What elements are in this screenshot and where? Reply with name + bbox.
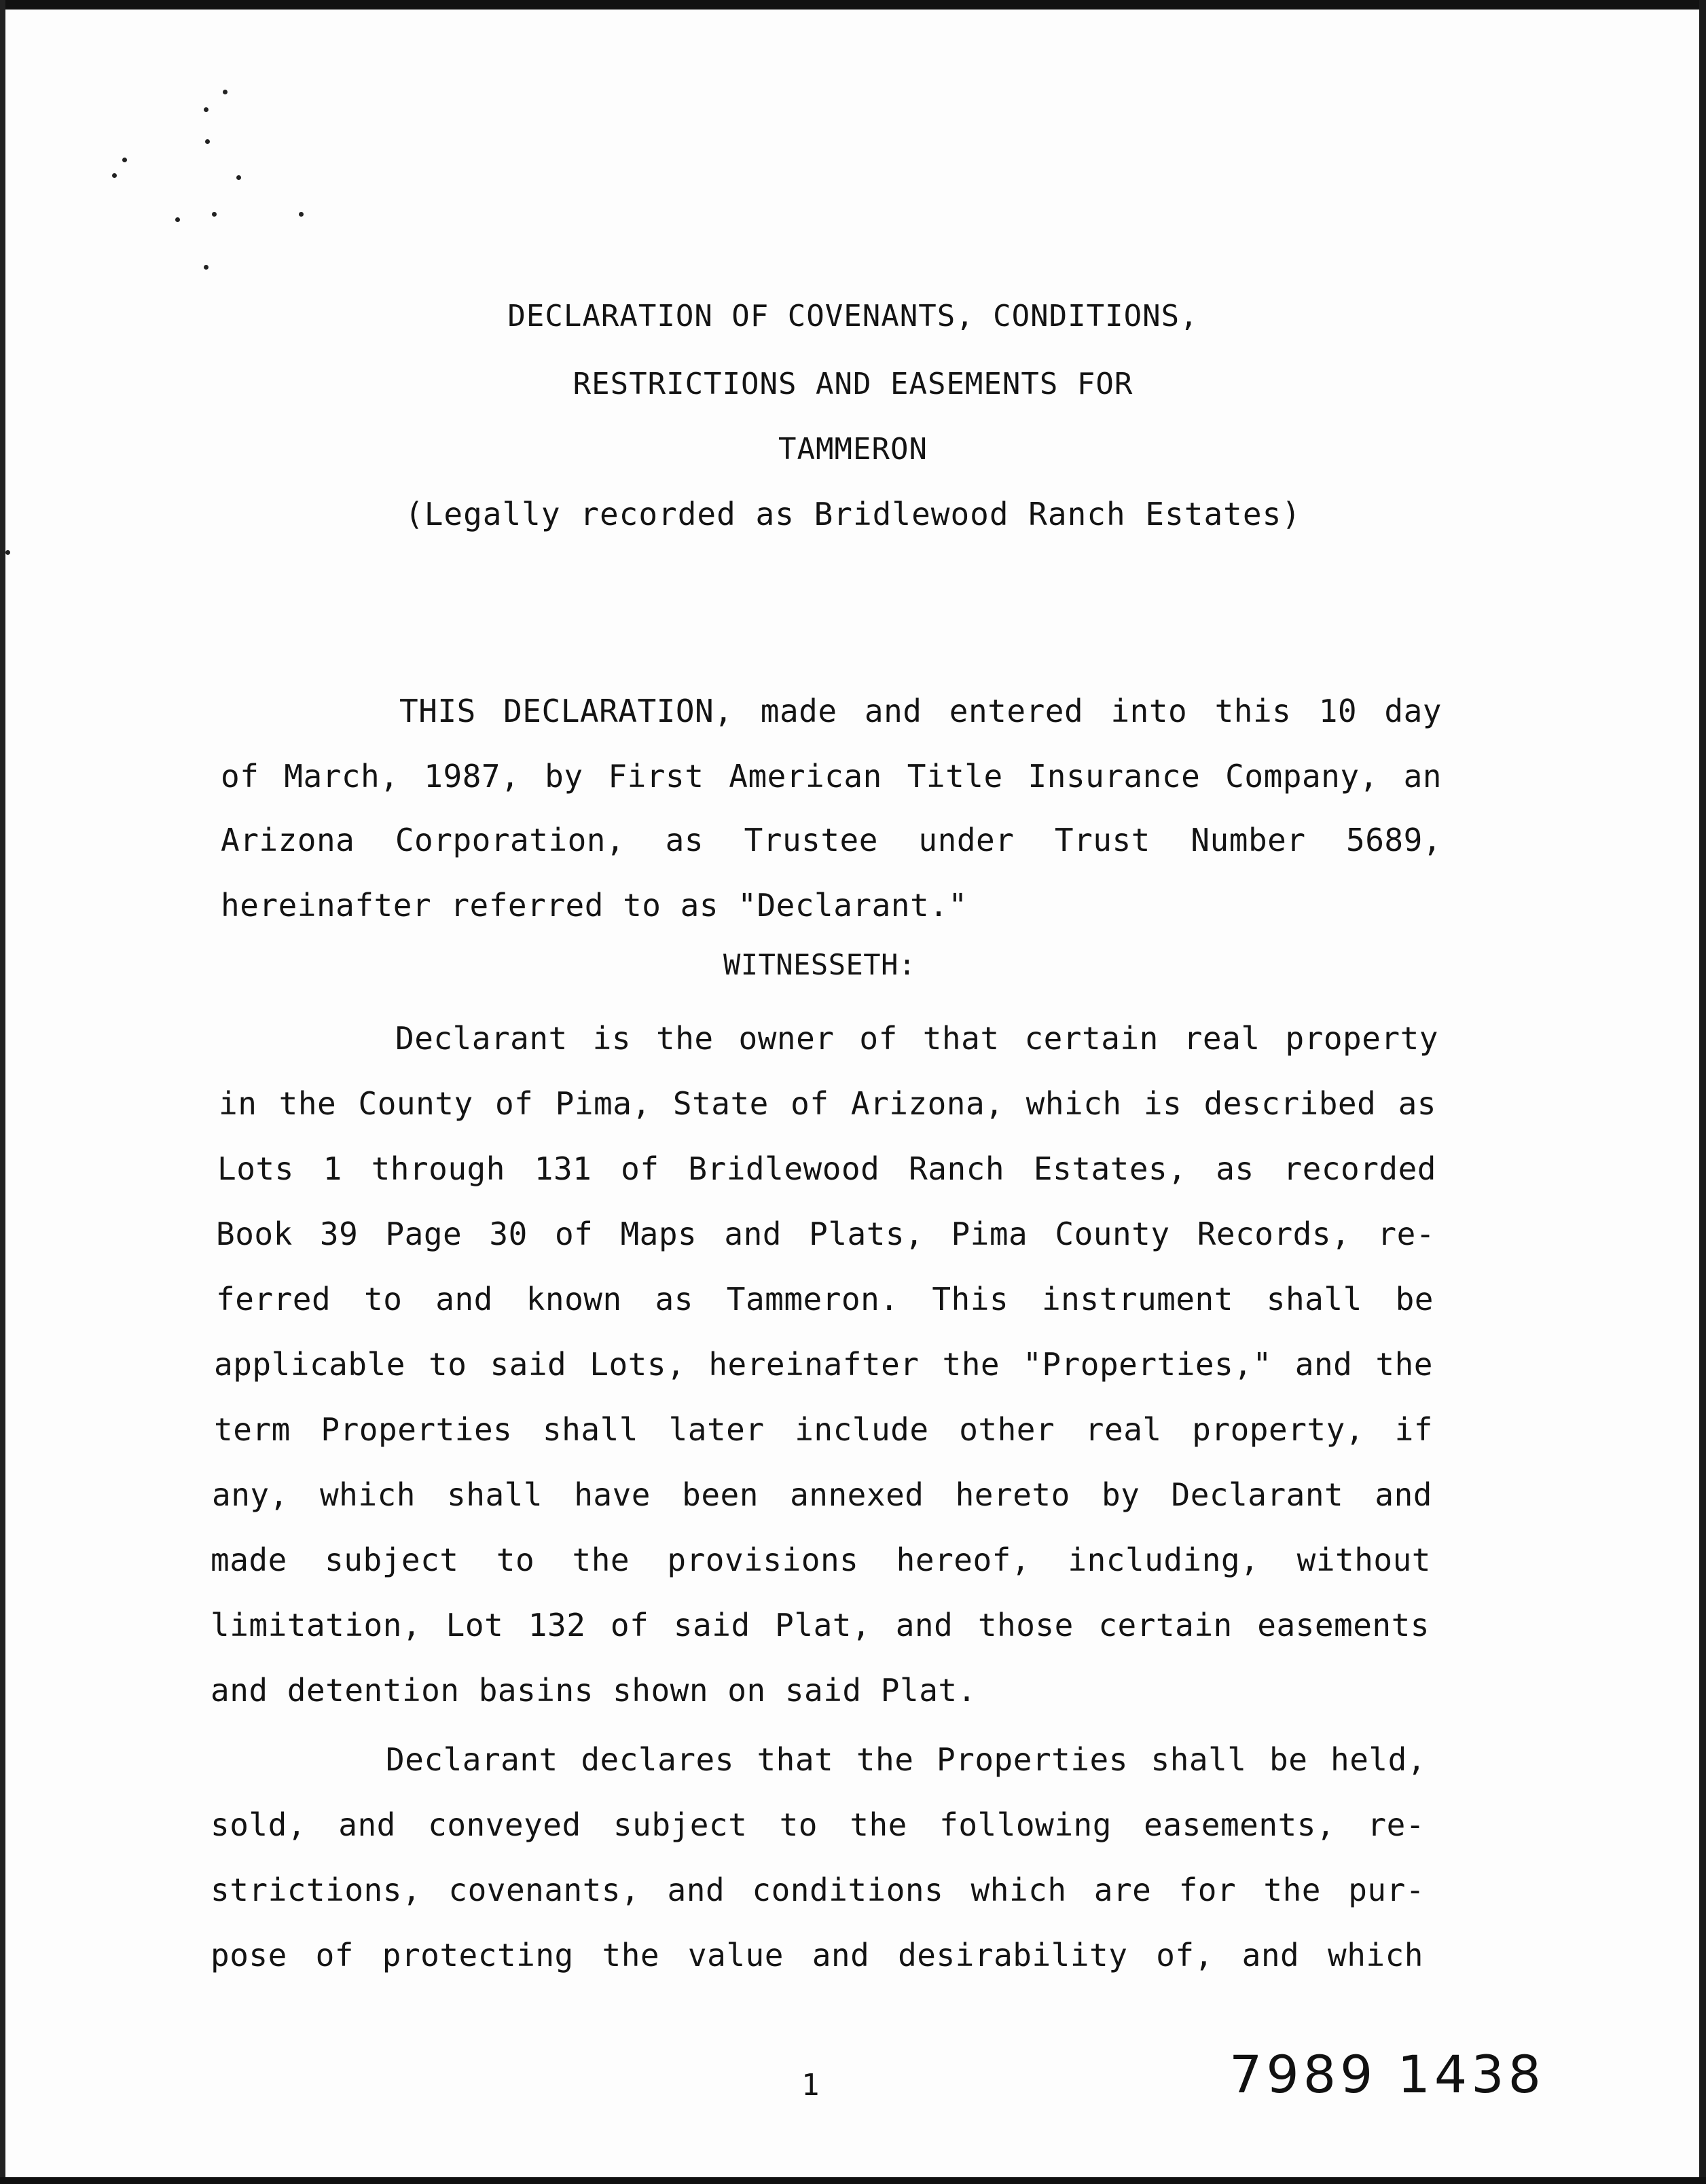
paragraph1-line-8: any, which shall have been annexed hereto by Declarant and — [212, 1476, 1432, 1513]
paragraph1-line-6: applicable to said Lots, hereinafter the "Properties," and the — [214, 1346, 1433, 1383]
page-number: 1 — [801, 2068, 820, 2103]
scan-speck — [236, 175, 241, 180]
paragraph1-line-10: limitation, Lot 132 of said Plat, and those certain easements — [211, 1607, 1430, 1643]
title-line-1: DECLARATION OF COVENANTS, CONDITIONS, — [507, 299, 1199, 333]
paragraph2-line-4: pose of protecting the value and desirability of, and which — [211, 1937, 1423, 1973]
paragraph2-line-2: sold, and conveyed subject to the following easements, re- — [211, 1806, 1425, 1843]
paragraph1-line-7: term Properties shall later include other real property, if — [214, 1411, 1433, 1448]
scan-speck — [122, 158, 127, 162]
paragraph1-line-2: in the County of Pima, State of Arizona, which is described as — [219, 1085, 1436, 1122]
scan-speck — [204, 265, 208, 270]
scan-speck — [175, 217, 180, 222]
paragraph1-line-1: Declarant is the owner of that certain real property — [395, 1020, 1438, 1057]
scan-speck — [112, 173, 117, 178]
paragraph2-line-1: Declarant declares that the Properties shall be held, — [386, 1741, 1426, 1778]
paragraph1-line-3: Lots 1 through 131 of Bridlewood Ranch Estates, as recorded — [217, 1150, 1436, 1187]
scan-edge-bottom — [0, 2177, 1706, 2184]
scan-speck — [204, 107, 208, 112]
scan-edge-top — [0, 0, 1706, 10]
scan-speck — [299, 212, 304, 217]
paragraph1-line-4: Book 39 Page 30 of Maps and Plats, Pima County Records, re- — [216, 1216, 1435, 1252]
intro-line-3: Arizona Corporation, as Trustee under Trust Number 5689, — [221, 822, 1442, 858]
intro-line-1: THIS DECLARATION, made and entered into this 10 day — [399, 693, 1442, 729]
scan-speck — [223, 90, 228, 94]
witnesseth-heading: WITNESSETH: — [723, 948, 916, 981]
title-line-3: TAMMERON — [778, 432, 928, 467]
scan-speck — [5, 550, 10, 555]
scan-speck — [205, 139, 210, 144]
paragraph1-line-9: made subject to the provisions hereof, including, without — [211, 1542, 1431, 1578]
document-number: 7989 1438 — [1229, 2044, 1545, 2105]
intro-line-4: hereinafter referred to as "Declarant." — [221, 887, 968, 924]
scan-speck — [212, 212, 217, 217]
intro-line-2: of March, 1987, by First American Title Insurance Company, an — [221, 758, 1442, 795]
paragraph1-line-11: and detention basins shown on said Plat. — [211, 1672, 977, 1709]
paragraph1-line-5: ferred to and known as Tammeron. This instrument shall be — [216, 1281, 1434, 1317]
title-line-4: (Legally recorded as Bridlewood Ranch Estates) — [405, 496, 1301, 532]
title-line-2: RESTRICTIONS AND EASEMENTS FOR — [573, 367, 1133, 401]
paragraph2-line-3: strictions, covenants, and conditions which are for the pur- — [211, 1872, 1425, 1908]
